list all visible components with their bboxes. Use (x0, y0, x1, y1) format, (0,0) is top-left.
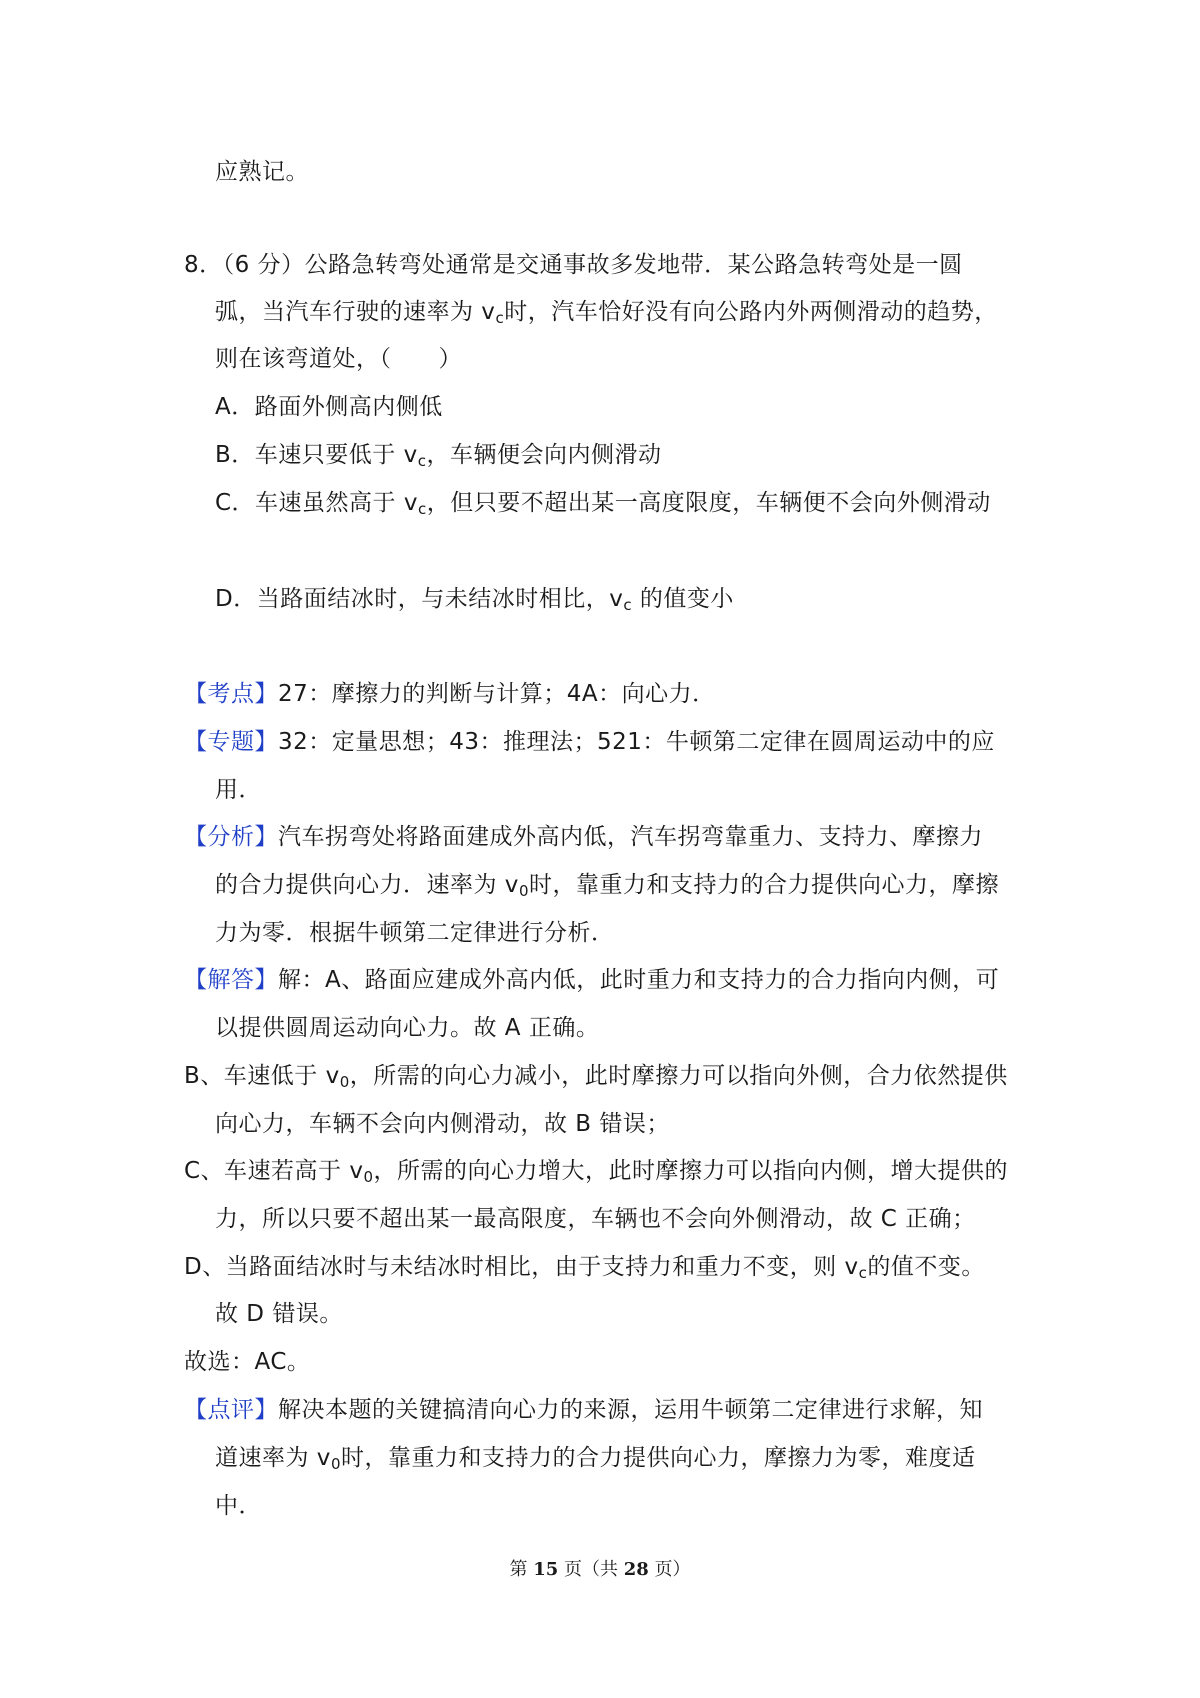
zhuanti-line-2: 用． (215, 777, 262, 803)
solution-c-line-1: C、车速若高于 $v_0$，所需的向心力增大，此时摩擦力可以指向内侧，增大提供的 (184, 1158, 1009, 1186)
fenxi-line-1: 【分析】汽车拐弯处将路面建成外高内低，汽车拐弯靠重力、支持力、摩擦力 (184, 824, 983, 850)
jieda-line-2: 以提供圆周运动向心力。故 A 正确。 (215, 1015, 600, 1041)
current-page-number: 15 (533, 1559, 559, 1580)
solution-b-line-1: B、车速低于 $v_0$，所需的向心力减小，此时摩擦力可以指向外侧，合力依然提供 (184, 1063, 1008, 1091)
jieda-line-1: 【解答】解：A、路面应建成外高内低，此时重力和支持力的合力指向内侧，可 (184, 967, 1000, 993)
dianping-line-1: 【点评】解决本题的关键搞清向心力的来源，运用牛顿第二定律进行求解，知 (184, 1397, 983, 1423)
page-footer: 第 15 页（共 28 页） (509, 1559, 691, 1580)
option-b: B．车速只要低于 $v_c$，车辆便会向内侧滑动 (215, 442, 662, 470)
fenxi-line-2: 的合力提供向心力．速率为 $v_0$时，靠重力和支持力的合力提供向心力，摩擦 (215, 872, 999, 900)
question-line-1 (184, 250, 963, 280)
question-number: 8． (184, 252, 223, 278)
zhuanti-line-1: 【专题】32：定量思想；43：推理法；521：牛顿第二定律在圆周运动中的应 (184, 729, 995, 755)
fenxi-line-3: 力为零．根据牛顿第二定律进行分析． (215, 920, 615, 946)
question-line-2: 弧，当汽车行驶的速率为 $v_c$时，汽车恰好没有向公路内外两侧滑动的趋势， (215, 299, 998, 327)
final-answer: 故选：AC。 (184, 1349, 311, 1375)
previous-answer-tail: 应熟记。 (215, 159, 309, 185)
option-a: A．路面外侧高内侧低 (215, 394, 443, 420)
total-page-count: 28 (623, 1559, 649, 1580)
fenxi-tag: 【分析】 (184, 824, 278, 850)
kaodian-tag: 【考点】 (184, 681, 278, 707)
jieda-tag: 【解答】 (184, 967, 278, 993)
solution-b-line-2: 向心力，车辆不会向内侧滑动，故 B 错误； (215, 1111, 670, 1137)
solution-d-line-1: D、当路面结冰时与未结冰时相比，由于支持力和重力不变，则 $v_c$的值不变。 (184, 1254, 985, 1282)
option-c: C．车速虽然高于 $v_c$，但只要不超出某一高度限度，车辆便不会向外侧滑动 (215, 490, 991, 518)
question-stem-1: 公路急转弯处通常是交通事故多发地带．某公路急转弯处是一圆 (304, 252, 963, 278)
solution-d-line-2: 故 D 错误。 (215, 1301, 343, 1327)
question-score: （6 分） (222, 252, 305, 278)
zhuanti-tag: 【专题】 (184, 729, 278, 755)
dianping-line-2: 道速率为 $v_0$时，靠重力和支持力的合力提供向心力，摩擦力为零，难度适 (215, 1445, 976, 1473)
dianping-tag: 【点评】 (184, 1397, 278, 1423)
dianping-line-3: 中． (215, 1493, 262, 1519)
option-d: D．当路面结冰时，与未结冰时相比，$v_c$ 的值变小 (215, 586, 734, 614)
question-line-3: 则在该弯道处，（ ） (215, 346, 462, 372)
solution-c-line-2: 力，所以只要不超出某一最高限度，车辆也不会向外侧滑动，故 C 正确； (215, 1206, 976, 1232)
kaodian-line: 【考点】27：摩擦力的判断与计算；4A：向心力． (184, 681, 716, 707)
